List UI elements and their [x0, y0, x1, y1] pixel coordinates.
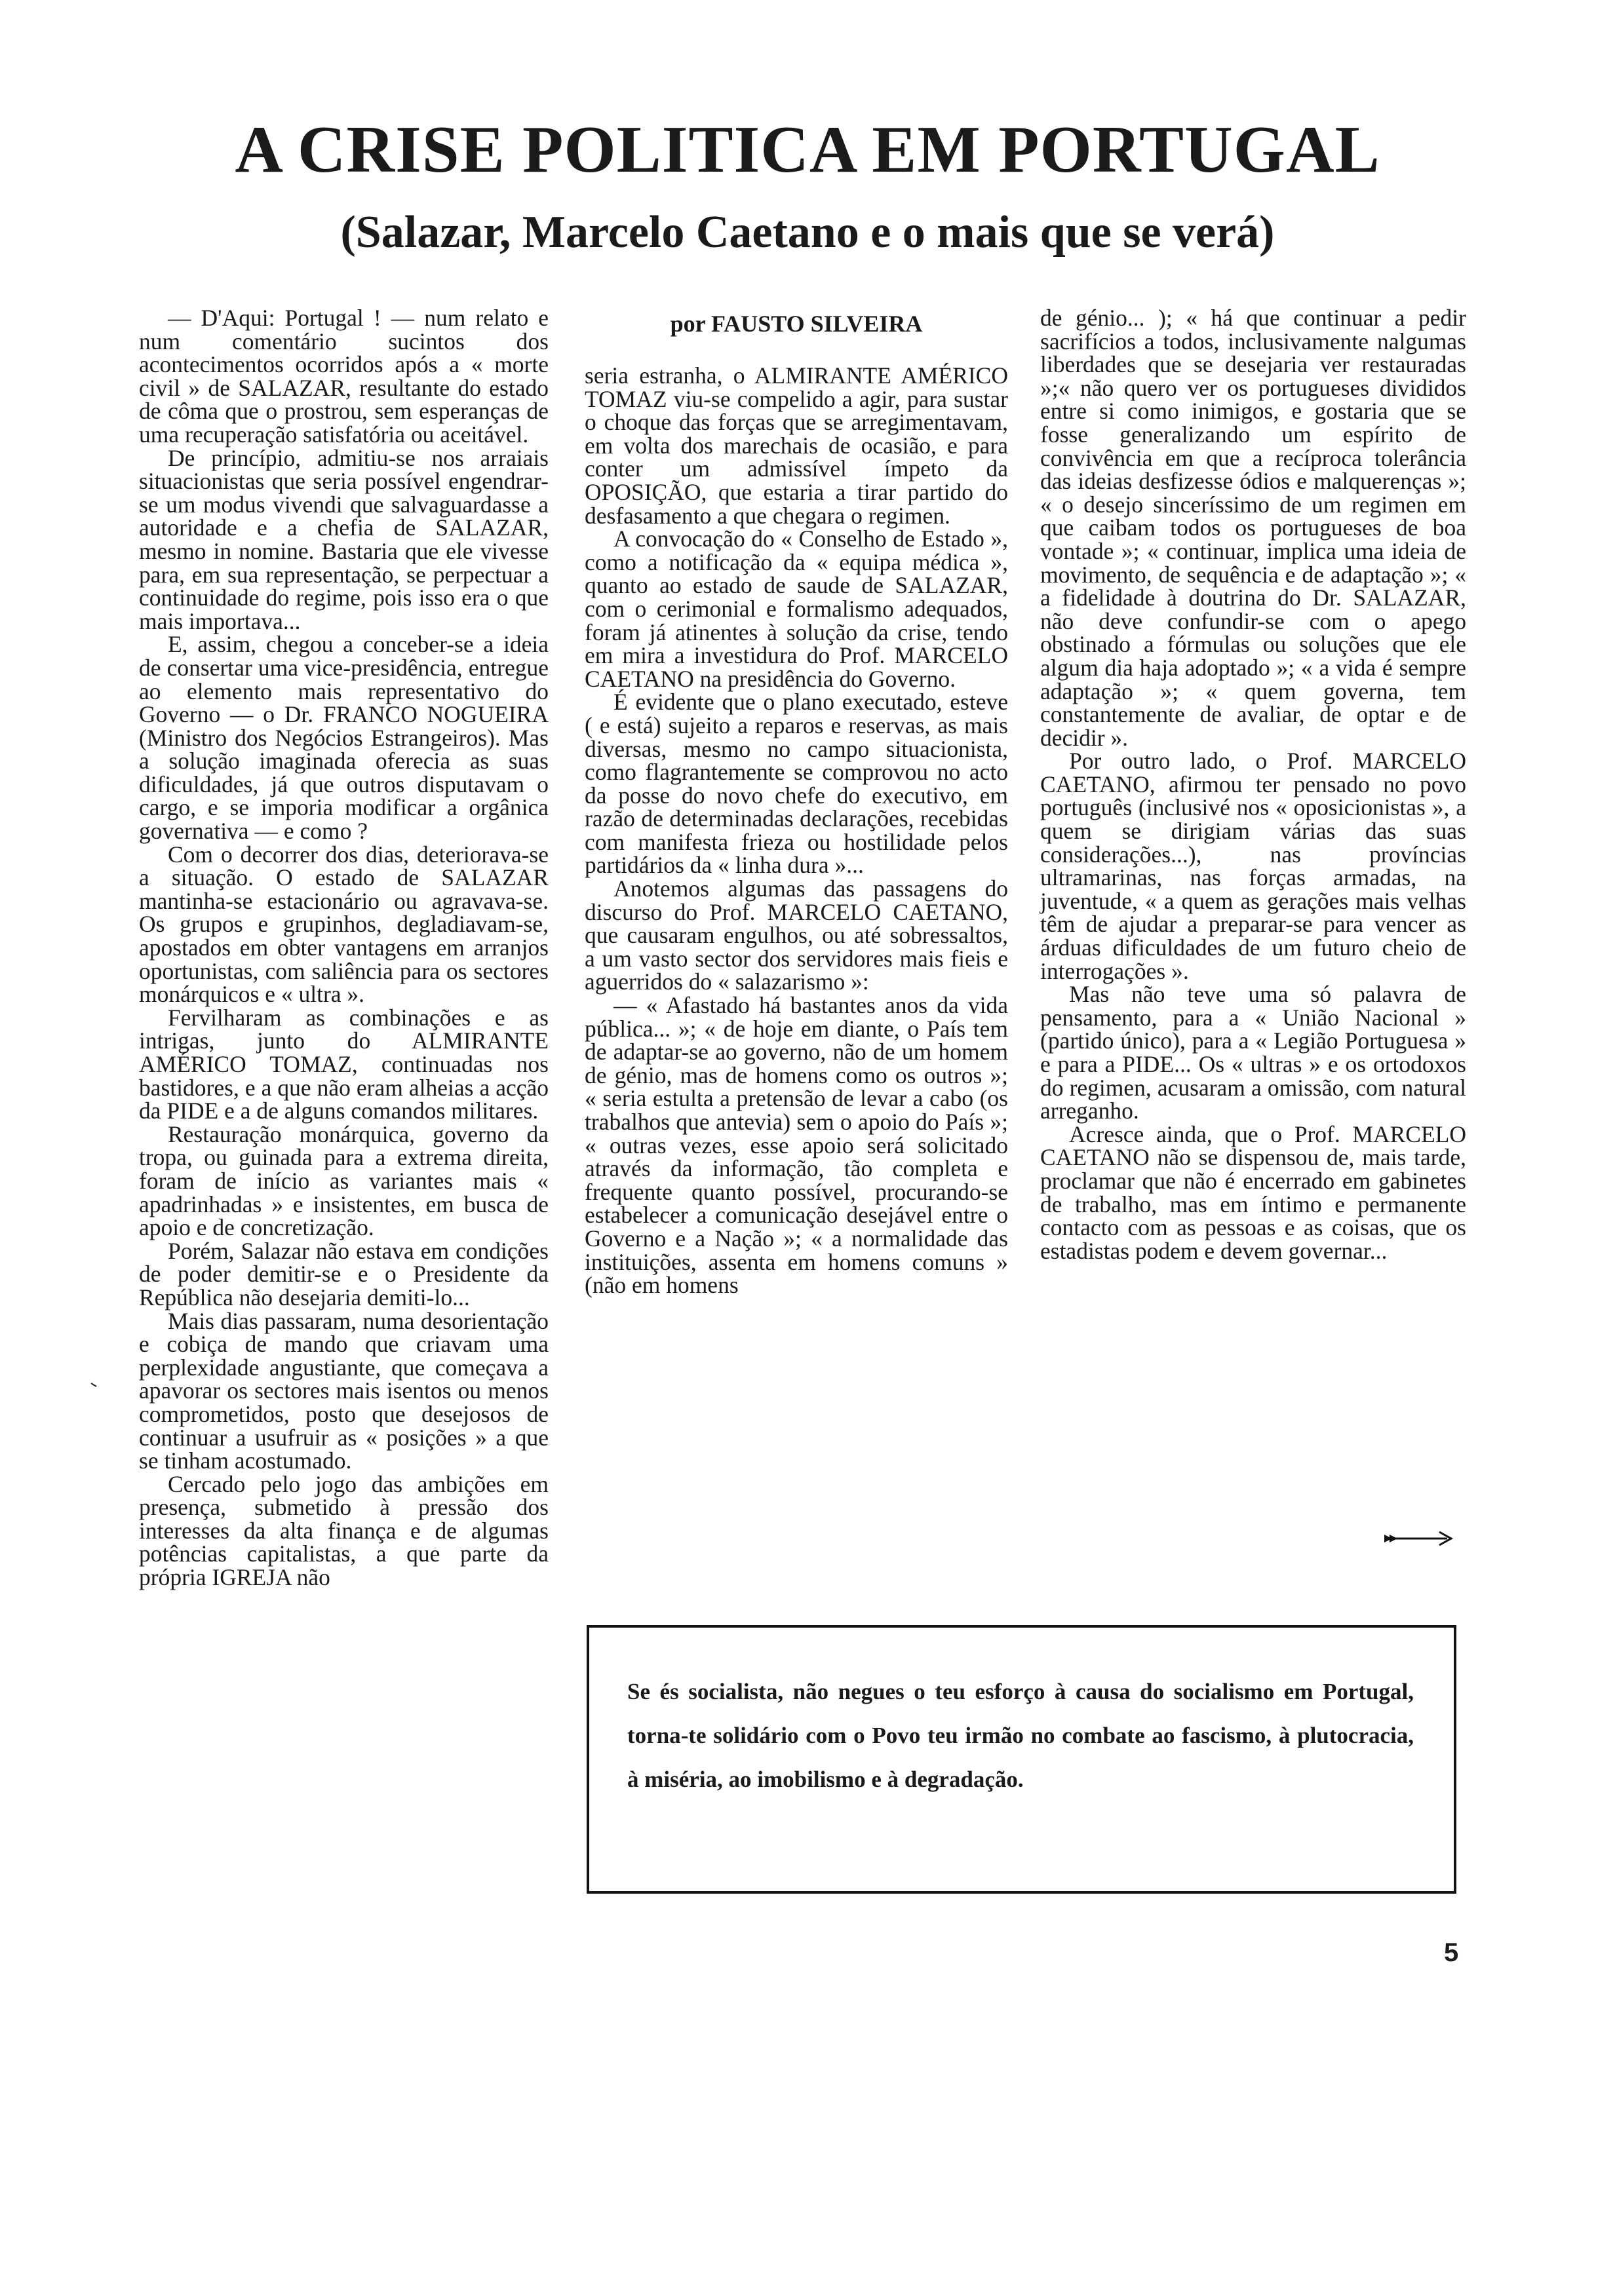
paragraph: Restauração monárquica, governo da tropa, ou guinada para a extrema direita, foram de início as variantes mais « apadrinhadas » e insistentes, em busca de apoio e de concretização.	[139, 1120, 549, 1241]
callout-text: Se és socialista, não negues o teu esforço à causa do socialismo em Portugal, torna-te solidário com o Povo teu irmão no combate ao fascismo, à plutocracia, à miséria, ao imobilismo e à degradação.	[627, 1679, 1414, 1792]
column-3	[1040, 307, 1466, 1263]
column-1	[139, 307, 549, 1590]
arrow-right-icon	[1383, 1529, 1454, 1548]
paragraph: Porém, Salazar não estava em condições de poder demitir-se e o Presidente da República não desejaria demiti-lo...	[139, 1237, 549, 1311]
paragraph: Mais dias passaram, numa desorientação e cobiça de mando que criavam uma perplexidade angustiante, que começava a apavorar os sectores mais isentos ou menos comprometidos, posto que desejosos de continuar a usufruir as « posições » a que se tinham acostumado.	[139, 1307, 549, 1474]
paragraph: — « Afastado há bastantes anos da vida pública... »; « de hoje em diante, o País tem de adaptar-se ao governo, não de um homem de génio, mas de homens como os outros »; « seria estulta a pretensão de levar a cabo (os trabalhos que antevia) sem o apoio do País »; « outras vezes, esse apoio será solicitado através da informação, tão completa e frequente quanto possível, procurando-se estabelecer a comunicação desejável entre o Governo e a Nação »; « a normalidade das instituições, assenta em homens comuns » (não em homens	[585, 992, 1008, 1299]
paragraph: De princípio, admitiu-se nos arraiais situacionistas que seria possível engendrar-se um modus vivendi que salvaguardasse a autoridade e a chefia de SALAZAR, mesmo in nomine. Bastaria que ele vivesse para, em sua representação, se perpectuar a continuidade do regime, pois isso era o que mais importava...	[139, 444, 549, 634]
paragraph: Anotemos algumas das passagens do discurso do Prof. MARCELO CAETANO, que causaram engulhos, ou até sobressaltos, a um vasto sector dos servidores mais fieis e aguerridos do « salazarismo »:	[585, 875, 1008, 995]
byline: por FAUSTO SILVEIRA	[670, 311, 923, 337]
paragraph: de génio... ); « há que continuar a pedir sacrifícios a todos, inclusivamente nalgumas liberdades que se desejaria ver restauradas »;« não quero ver os portugueses divididos entre si como inimigos, e gostaria que se fosse generalizando um espírito de convivência em que a recíproca tolerância das ideias desfizesse ódios e malquerenças »; « o desejo sinceríssimo de um regimen em que caibam todos os portugueses de boa vontade »; « continuar, implica uma ideia de movimento, de sequência e de adaptação »; « a fidelidade à doutrina do Dr. SALAZAR, não deve confundir-se com o apego obstinado a fórmulas ou soluções que ele algum dia haja adoptado »; « a vida é sempre adaptação »; « quem governa, tem constantemente de avaliar, de optar e de decidir ».	[1040, 305, 1466, 751]
article-title: A CRISE POLITICA EM PORTUGAL	[235, 113, 1380, 187]
paragraph: A convocação do « Conselho de Estado », como a notificação da « equipa médica », quanto ao estado de saude de SALAZAR, com o cerimonial e formalismo adequados, foram já atinentes à solução da crise, tendo em mira a investidura do Prof. MARCELO CAETANO na presidência do Governo.	[585, 526, 1008, 692]
paragraph: Mas não teve uma só palavra de pensamento, para a « União Nacional » (partido único), para a « Legião Portuguesa » e para a PIDE... Os « ultras » e os ortodoxos do regimen, acusaram a omissão, com natural arreganho.	[1040, 981, 1466, 1124]
print-speck	[90, 1383, 100, 1389]
paragraph: — D'Aqui: Portugal ! — num relato e num comentário sucintos dos acontecimentos ocorridos após a « morte civil » de SALAZAR, resultante do estado de côma que o prostrou, sem esperanças de uma recuperação satisfatória ou aceitável.	[139, 305, 549, 448]
paragraph: Fervilharam as combinações e as intrigas, junto do ALMIRANTE AMÉRICO TOMAZ, continuadas nos bastidores, e a que não eram alheias a acção da PIDE e a de alguns comandos militares.	[139, 1004, 549, 1124]
paragraph: Com o decorrer dos dias, deteriorava-se a situação. O estado de SALAZAR mantinha-se estacionário ou agravava-se. Os grupos e grupinhos, degladiavam-se, apostados em obter vantagens em arranjos oportunistas, com saliência para os sectores monárquicos e « ultra ».	[139, 841, 549, 1008]
paragraph: E, assim, chegou a conceber-se a ideia de consertar uma vice-presidência, entregue ao elemento mais representativo do Governo — o Dr. FRANCO NOGUEIRA (Ministro dos Negócios Estrangeiros). Mas a solução imaginada oferecia as suas dificuldades, já que outros disputavam o cargo, e se imporia modificar a orgânica governativa — e como ?	[139, 631, 549, 845]
paragraph: seria estranha, o ALMIRANTE AMÉRICO TOMAZ viu-se compelido a agir, para sustar o choque das forças que se arregimentavam, em volta dos marechais de ocasião, e para conter um admissível ímpeto da OPOSIÇÃO, que estaria a tirar partido do desfasamento a que chegara o regimen.	[585, 362, 1008, 529]
page-number: 5	[1444, 1938, 1459, 1967]
article-subtitle: (Salazar, Marcelo Caetano e o mais que se verá)	[340, 207, 1275, 258]
paragraph: Por outro lado, o Prof. MARCELO CAETANO, afirmou ter pensado no povo português (inclusivé nos « oposicionistas », a quem se dirigiam várias das suas considerações...), nas províncias ultramarinas, nas forças armadas, na juventude, « a quem as gerações mais velhas têm de ajudar a preparar-se para vencer as árduas dificuldades de um futuro cheio de interrogações ».	[1040, 748, 1466, 984]
column-2	[585, 312, 1008, 1297]
callout-box	[587, 1625, 1456, 1894]
paragraph: Acresce ainda, que o Prof. MARCELO CAETANO não se dispensou de, mais tarde, proclamar que não é encerrado em gabinetes de trabalho, mas em íntimo e permanente contacto com as pessoas e as coisas, que os estadistas podem e devem governar...	[1040, 1120, 1466, 1264]
paragraph: Cercado pelo jogo das ambições em presença, submetido à pressão dos interesses da alta finança e de algumas potências capitalistas, a que parte da própria IGREJA não	[139, 1470, 549, 1591]
paragraph: É evidente que o plano executado, esteve ( e está) sujeito a reparos e reservas, as mais diversas, mesmo no campo situacionista, como flagrantemente se comprovou no acto da posse do novo chefe do executivo, em razão de determinadas declarações, recebidas com manifesta frieza ou hostilidade pelos partidários da « linha dura »...	[585, 689, 1008, 879]
